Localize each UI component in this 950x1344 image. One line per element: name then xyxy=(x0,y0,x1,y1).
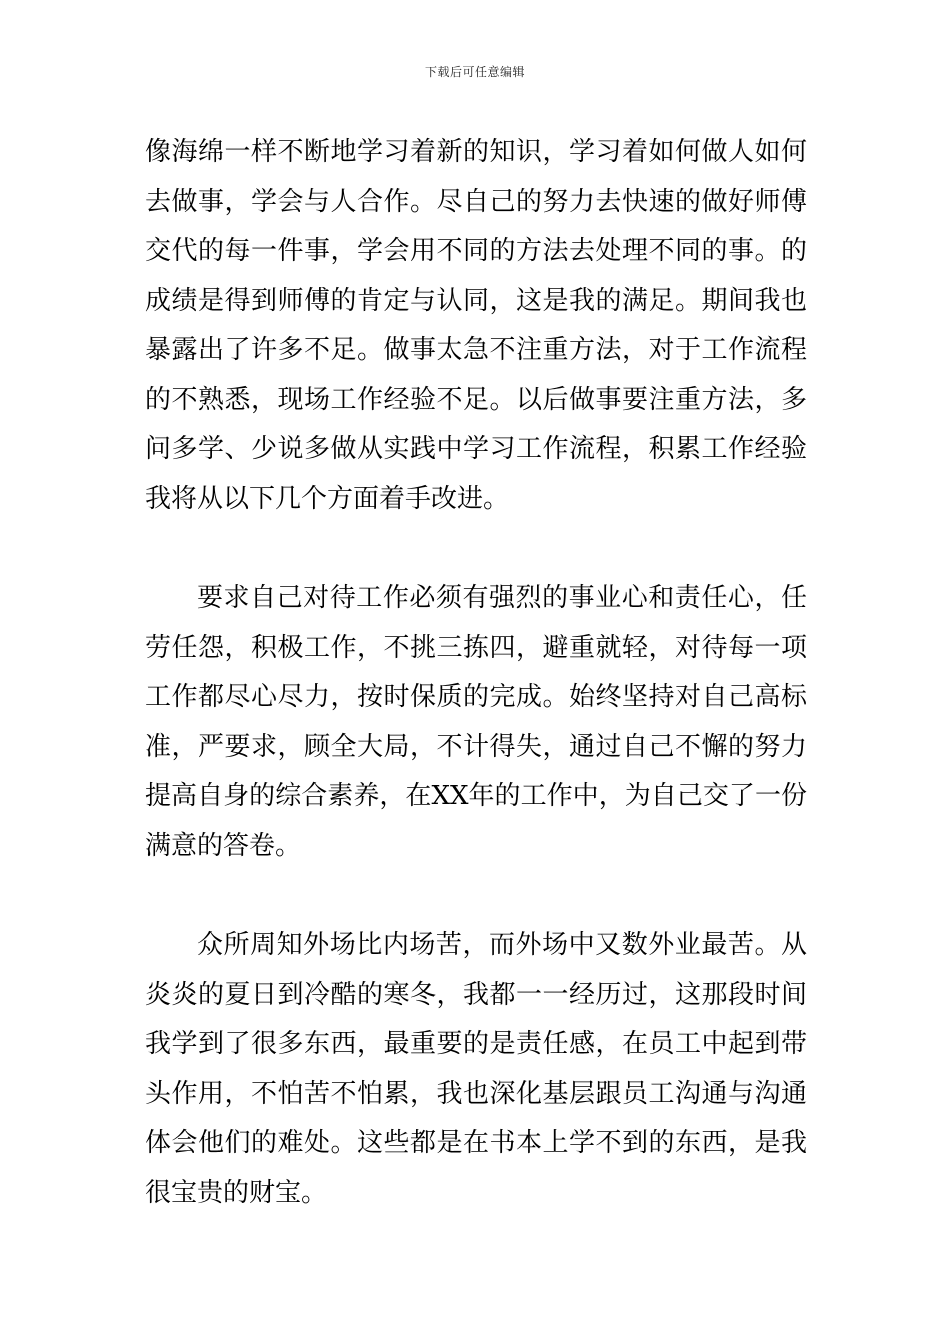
paragraph-gap xyxy=(145,524,807,574)
paragraph-2: 要求自己对待工作必须有强烈的事业心和责任心，任劳任怨，积极工作，不挑三拣四，避重就轻，对待每一项工作都尽心尽力，按时保质的完成。始终坚持对自己高标准，严要求，顾全大局，不计得失，通过自己不懈的努力提高自身的综合素养，在XX年的工作中，为自己交了一份满意的答卷。 xyxy=(145,583,807,861)
page-header: 下载后可任意编辑 xyxy=(424,65,525,79)
document-body xyxy=(145,128,807,1218)
paragraph-1: 像海绵一样不断地学习着新的知识，学习着如何做人如何去做事，学会与人合作。尽自己的努力去快速的做好师傅交代的每一件事，学会用不同的方法去处理不同的事。的成绩是得到师傅的肯定与认同，这是我的满足。期间我也暴露出了许多不足。做事太急不注重方法，对于工作流程的不熟悉，现场工作经验不足。以后做事要注重方法，多问多学、少说多做从实践中学习工作流程，积累工作经验我将从以下几个方面着手改进。 xyxy=(145,137,807,514)
paragraph-gap xyxy=(145,871,807,921)
paragraph-3: 众所周知外场比内场苦，而外场中又数外业最苦。从炎炎的夏日到冷酷的寒冬，我都一一经历过，这那段时间我学到了很多东西，最重要的是责任感，在员工中起到带头作用，不怕苦不怕累，我也深化基层跟员工沟通与沟通体会他们的难处。这些都是在书本上学不到的东西，是我很宝贵的财宝。 xyxy=(145,930,807,1208)
